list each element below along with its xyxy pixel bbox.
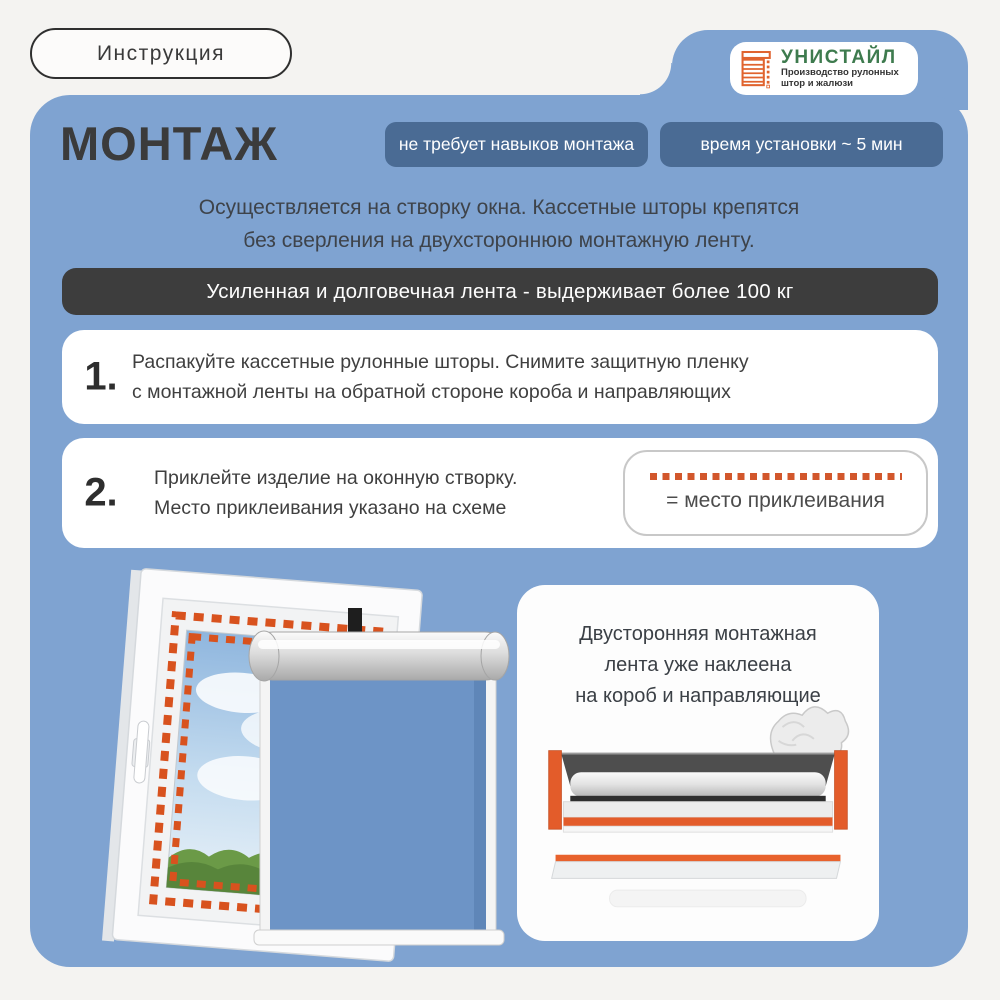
page-title: МОНТАЖ [60,117,278,170]
brand-name: УНИСТАЙЛ [781,47,897,68]
instruction-badge [30,28,292,79]
highlight-bar-label: Усиленная и долговечная лента - выдерживает более 100 кг [206,279,794,303]
step-1-card [62,330,938,424]
step-2-line-1: Приклейте изделие на оконную створку. [154,467,518,489]
info-card-line-3: на короб и направляющие [575,685,821,707]
tape-legend-label: = место приклеивания [666,489,885,512]
step-1-line-2: с монтажной ленты на обратной стороне короба и направляющих [132,381,731,403]
intro-line-1: Осуществляется на створку окна. Кассетные шторы крепятся [198,196,800,219]
badge-install-time-label: время установки ~ 5 мин [700,134,903,154]
brand-tagline-line2: штор и жалюзи [781,77,854,89]
info-card [517,585,879,941]
step-1-text [132,347,749,407]
brand-tagline-line1: Производство рулонных [781,67,899,78]
highlight-bar [62,268,938,315]
info-card-line-2: лента уже наклеена [604,654,792,676]
brand-text-block [781,48,899,89]
logo-tab-fillet [640,63,672,95]
step-1-line-1: Распакуйте кассетные рулонные шторы. Снимите защитную пленку [132,351,749,373]
badge-install-time [660,122,943,167]
tape-dashed-line-icon [650,473,902,480]
badge-no-skills-label: не требует навыков монтажа [398,134,635,154]
step-2-card [62,438,938,548]
badge-no-skills [385,122,648,167]
intro-line-2: без сверления на двухстороннюю монтажную ленту. [243,229,755,252]
instruction-label: Инструкция [96,41,226,65]
brand-logo-card [730,42,918,95]
cassette-tape-photo [531,697,865,929]
step-2-line-2: Место приклеивания указано на схеме [154,497,507,519]
info-card-line-1: Двусторонняя монтажная [579,623,817,645]
tape-legend-box [623,450,928,536]
blinds-logo-icon [740,49,774,89]
intro-text [30,191,968,257]
window-roller-blind-illustration [100,556,525,966]
step-2-number: 2. [84,470,118,515]
step-1-number: 1. [84,354,118,399]
step-2-text [154,463,517,523]
